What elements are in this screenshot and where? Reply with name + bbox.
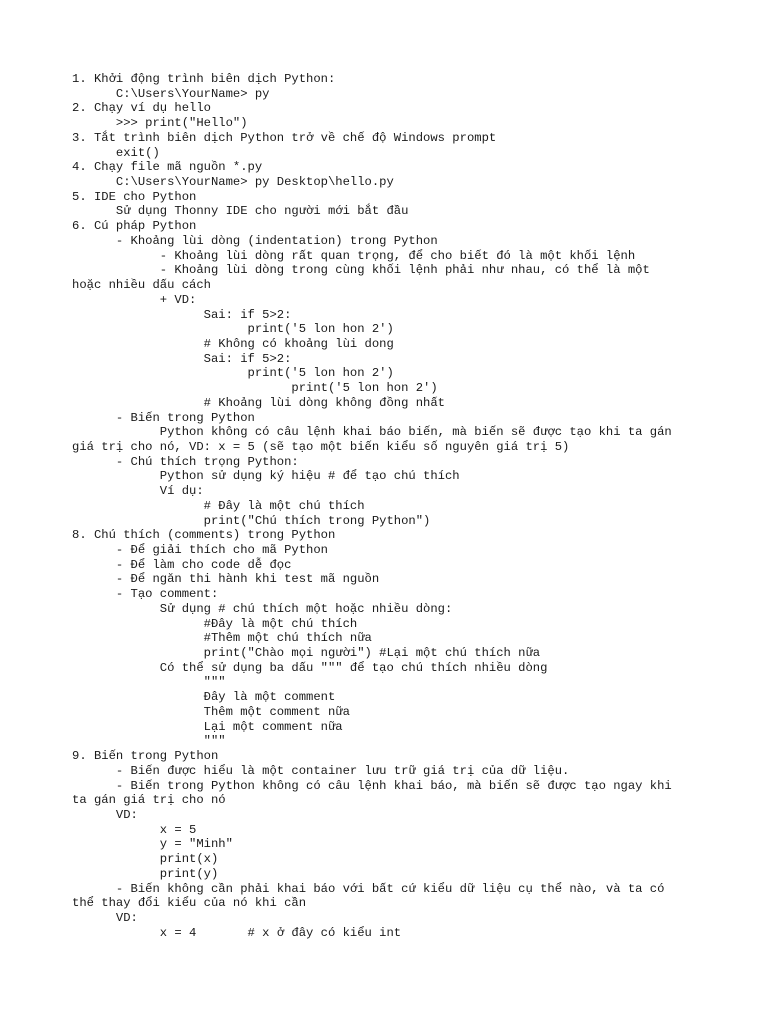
text-line: C:\Users\YourName> py	[72, 86, 270, 101]
text-line: thể thay đổi kiểu của nó khi cần	[72, 896, 307, 911]
text-line: 8. Chú thích (comments) trong Python	[72, 528, 336, 543]
text-line: - Để làm cho code dễ đọc	[72, 557, 292, 572]
text-line: - Biến không cần phải khai báo với bất cứ kiểu dữ liệu cụ thể nào, và ta có	[72, 881, 665, 896]
text-line: print('5 lon hon 2')	[72, 366, 394, 381]
text-line: 2. Chạy ví dụ hello	[72, 101, 211, 116]
text-line: 4. Chạy file mã nguồn *.py	[72, 160, 263, 175]
text-line: 6. Cú pháp Python	[72, 219, 197, 234]
text-line: - Chú thích trọng Python:	[72, 454, 299, 469]
text-line: # Đây là một chú thích	[72, 498, 365, 513]
text-line: + VD:	[72, 292, 197, 307]
text-line: y = "Minh"	[72, 837, 233, 852]
text-line: VD:	[72, 807, 138, 822]
text-line: x = 5	[72, 822, 197, 837]
text-line: Có thể sử dụng ba dấu """ để tạo chú thích nhiều dòng	[72, 660, 548, 675]
text-line: hoặc nhiều dấu cách	[72, 278, 211, 293]
text-line: print("Chú thích trong Python")	[72, 513, 431, 528]
text-line: x = 4 # x ở đây có kiểu int	[72, 925, 402, 940]
text-line: print(x)	[72, 852, 219, 867]
text-line: """	[72, 675, 226, 690]
text-line: - Để giải thích cho mã Python	[72, 543, 328, 557]
text-line: Python sử dụng ký hiệu # để tạo chú thích	[72, 469, 460, 484]
text-line: Sai: if 5>2:	[72, 307, 292, 322]
text-line: - Khoảng lùi dòng (indentation) trong Python	[72, 233, 438, 248]
text-line: Sử dụng Thonny IDE cho người mới bắt đầu	[72, 204, 409, 219]
text-line: exit()	[72, 145, 160, 160]
text-line: print(y)	[72, 866, 219, 881]
text-line: - Biến được hiểu là một container lưu trữ giá trị của dữ liệu.	[72, 763, 570, 778]
text-line: 3. Tắt trình biên dịch Python trở về chế độ Windows prompt	[72, 130, 497, 145]
text-line: Thêm một comment nữa	[72, 704, 350, 719]
text-line: C:\Users\YourName> py Desktop\hello.py	[72, 175, 394, 190]
text-line: ta gán giá trị cho nó	[72, 793, 226, 808]
text-line: 9. Biến trong Python	[72, 749, 219, 764]
text-line: print('5 lon hon 2')	[72, 322, 394, 337]
text-line: print('5 lon hon 2')	[72, 381, 438, 396]
text-line: 1. Khởi động trình biên dịch Python:	[72, 72, 336, 86]
text-line: - Khoảng lùi dòng rất quan trọng, để cho biết đó là một khối lệnh	[72, 248, 636, 263]
text-line: Python không có câu lệnh khai báo biến, mà biến sẽ được tạo khi ta gán	[72, 425, 672, 440]
text-line: Đây là một comment	[72, 690, 336, 705]
text-line: # Khoảng lùi dòng không đồng nhất	[72, 395, 445, 410]
text-line: print("Chào mọi người") #Lại một chú thích nữa	[72, 646, 541, 661]
text-line: Ví dụ:	[72, 484, 204, 499]
text-line: # Không có khoảng lùi dong	[72, 336, 394, 351]
text-line: - Khoảng lùi dòng trong cùng khối lệnh phải như nhau, có thể là một	[72, 263, 650, 278]
text-line: - Tạo comment:	[72, 587, 219, 602]
text-line: 5. IDE cho Python	[72, 189, 197, 204]
text-line: >>> print("Hello")	[72, 116, 248, 131]
text-line: """	[72, 734, 226, 749]
text-line: VD:	[72, 910, 138, 925]
text-line: - Biến trong Python	[72, 410, 255, 425]
text-line: giá trị cho nó, VD: x = 5 (sẽ tạo một biến kiểu số nguyên giá trị 5)	[72, 439, 570, 454]
text-line: - Biến trong Python không có câu lệnh khai báo, mà biến sẽ được tạo ngay khi	[72, 778, 672, 793]
text-line: Sai: if 5>2:	[72, 351, 292, 366]
text-line: Sử dụng # chú thích một hoặc nhiều dòng:	[72, 601, 453, 616]
text-line: - Để ngăn thi hành khi test mã nguồn	[72, 572, 380, 587]
text-line: #Đây là một chú thích	[72, 616, 358, 631]
text-line: Lại một comment nữa	[72, 719, 343, 734]
text-line: #Thêm một chú thích nữa	[72, 631, 372, 646]
